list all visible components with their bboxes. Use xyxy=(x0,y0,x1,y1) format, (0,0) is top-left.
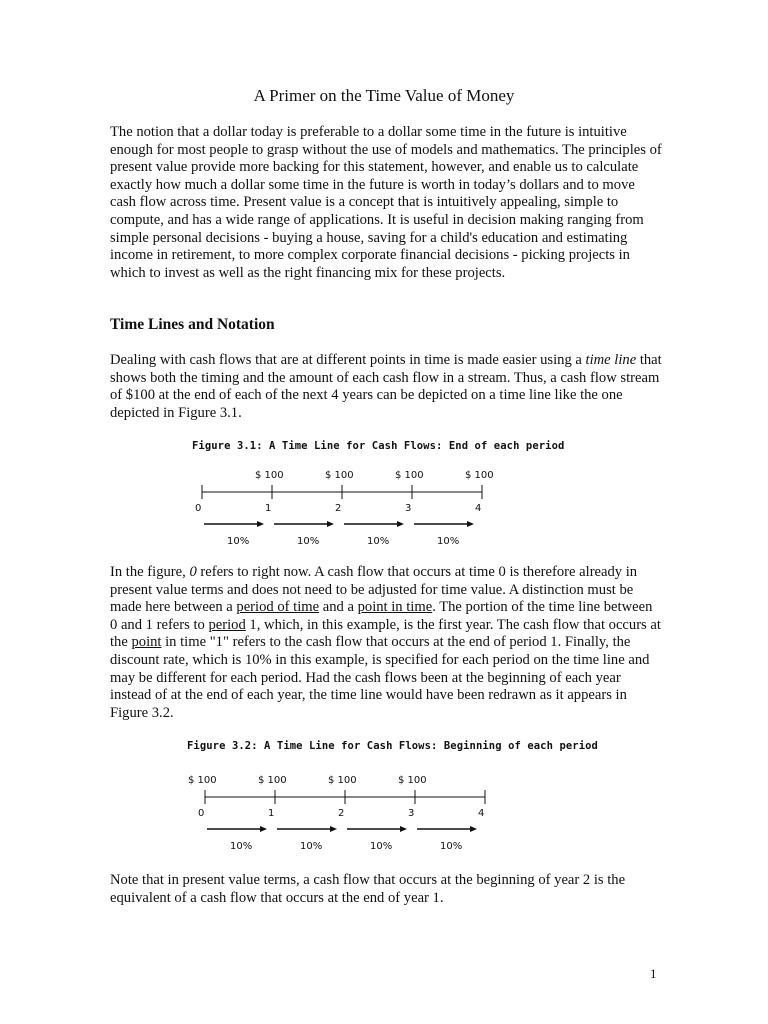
discount-rate-label: 10% xyxy=(437,536,460,547)
text-run: 1, which, in this example, is the first year. The cash flow that occurs at the xyxy=(110,616,661,651)
figure-explanation-paragraph xyxy=(110,564,662,722)
time-point-label: 0 xyxy=(195,503,202,514)
discount-rate-label: 10% xyxy=(370,841,393,852)
cash-flow-label: $ 100 xyxy=(325,470,354,481)
underline-period: period xyxy=(208,616,246,633)
time-point-label: 2 xyxy=(335,503,342,514)
section-heading: Time Lines and Notation xyxy=(110,316,275,333)
discount-rate-label: 10% xyxy=(440,841,463,852)
emphasis-time-line: time line xyxy=(585,352,637,368)
arrow-head xyxy=(467,521,474,527)
arrow-head xyxy=(397,521,404,527)
emphasis-zero: 0 xyxy=(189,564,197,580)
closing-paragraph: Note that in present value terms, a cash flow that occurs at the beginning of year 2 is the equivalent of a cash flow that occurs at the end of year 1. xyxy=(110,872,626,906)
text-run: refers to right now. A cash flow that occurs at time 0 is therefore already in present value terms and does not need to be adjusted for time value. A distinction must be made here between a xyxy=(110,564,638,616)
discount-rate-label: 10% xyxy=(230,841,253,852)
discount-rate-label: 10% xyxy=(367,536,390,547)
text-run: in time "1" refers to the cash flow that occurs at the end of period 1. Finally, the discount rate, which is 10% in this example, is specified for each period on the time line and may be different for each period. Had the cash flows been at the beginning of each year instead of at the end of each year, the time line would have been redrawn as it appears in Figure 3.2. xyxy=(110,634,650,721)
underline-period-of-time: period of time xyxy=(236,599,320,616)
cash-flow-label: $ 100 xyxy=(465,470,494,481)
text-run: . The portion of the time line between 0 and 1 refers to xyxy=(110,599,653,633)
arrow-head xyxy=(327,521,334,527)
time-point-label: 4 xyxy=(478,808,485,819)
figure-3-2-timeline xyxy=(0,762,768,862)
arrow-head xyxy=(260,826,267,832)
time-point-label: 3 xyxy=(408,808,415,819)
discount-rate-label: 10% xyxy=(297,536,320,547)
underline-point: point xyxy=(131,634,162,651)
cash-flow-label: $ 100 xyxy=(188,775,217,786)
arrow-head xyxy=(400,826,407,832)
discount-rate-label: 10% xyxy=(300,841,323,852)
time-point-label: 0 xyxy=(198,808,205,819)
figure-3-2-caption: Figure 3.2: A Time Line for Cash Flows: Beginning of each period xyxy=(187,740,598,752)
text-run: Dealing with cash flows that are at different points in time is made easier using a xyxy=(110,352,586,368)
cash-flow-label: $ 100 xyxy=(398,775,427,786)
cash-flow-label: $ 100 xyxy=(258,775,287,786)
time-point-label: 4 xyxy=(475,503,482,514)
intro-paragraph: The notion that a dollar today is preferable to a dollar some time in the future is intuitive enough for most people to grasp without the use of models and mathematics. The principles of present value provide more backing for this statement, however, and enable us to calculate exactly how much a dollar some time in the future is worth in today’s dollars and to move cash flow across time. Present value is a concept that is intuitively appealing, simple to compute, and has a wide range of applications. It is useful in decision making ranging from simple personal decisions - buying a house, saving for a child's education and estimating income in retirement, to more complex corporate financial decisions - picking projects in which to invest as well as the right financing mix for these projects. xyxy=(110,124,662,281)
time-point-label: 1 xyxy=(268,808,275,819)
cash-flow-label: $ 100 xyxy=(328,775,357,786)
timeline-paragraph xyxy=(110,352,662,422)
arrow-head xyxy=(470,826,477,832)
arrow-head xyxy=(330,826,337,832)
cash-flow-label: $ 100 xyxy=(395,470,424,481)
text-run: and a xyxy=(319,599,358,616)
arrow-head xyxy=(257,521,264,527)
cash-flow-label: $ 100 xyxy=(255,470,284,481)
text-run: that shows both the timing and the amount of each cash flow in a stream. Thus, a cash flow stream of $100 at the end of each of the next 4 years can be depicted on a time line like the one depicted in Figure 3.1. xyxy=(110,352,662,421)
figure-3-1-caption: Figure 3.1: A Time Line for Cash Flows: End of each period xyxy=(192,440,565,452)
discount-rate-label: 10% xyxy=(227,536,250,547)
page-title: A Primer on the Time Value of Money xyxy=(253,86,515,105)
underline-point-in-time: point in time xyxy=(357,599,433,616)
time-point-label: 1 xyxy=(265,503,272,514)
page-number: 1 xyxy=(650,966,657,981)
time-point-label: 3 xyxy=(405,503,412,514)
figure-3-1-timeline xyxy=(0,460,768,560)
time-point-label: 2 xyxy=(338,808,345,819)
text-run: In the figure, xyxy=(110,564,190,580)
